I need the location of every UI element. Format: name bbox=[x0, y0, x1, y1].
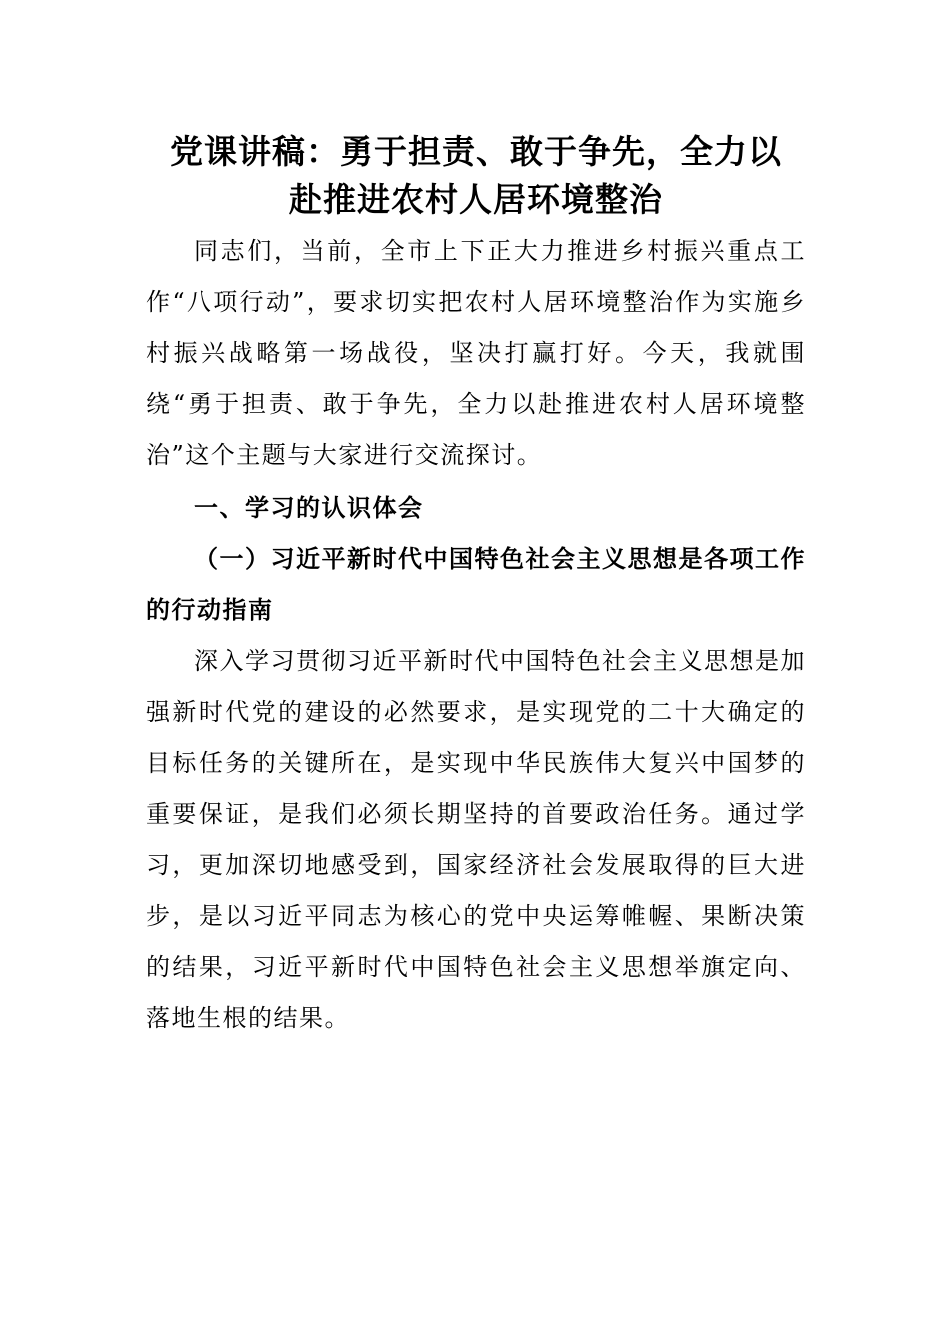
document-title-line-2: 赴推进农村人居环境整治 bbox=[289, 180, 663, 219]
section-heading-1: 一、学习的认识体会 bbox=[194, 494, 424, 522]
document-page bbox=[146, 128, 806, 1044]
subsection-heading-1: （一）习近平新时代中国特色社会主义思想是各项工作的行动指南 bbox=[146, 545, 806, 624]
document-title bbox=[146, 128, 806, 224]
body-paragraph-2: 深入学习贯彻习近平新时代中国特色社会主义思想是加强新时代党的建设的必然要求，是实现党的二十大确定的目标任务的关键所在，是实现中华民族伟大复兴中国梦的重要保证，是我们必须长期坚持的首要政治任务。通过学习，更加深切地感受到，国家经济社会发展取得的巨大进步，是以习近平同志为核心的党中央运筹帷幄、果断决策的结果，习近平新时代中国特色社会主义思想举旗定向、落地生根的结果。 bbox=[146, 647, 806, 1032]
document-title-line-1: 党课讲稿：勇于担责、敢于争先，全力以 bbox=[170, 132, 782, 171]
intro-paragraph: 同志们，当前，全市上下正大力推进乡村振兴重点工作“八项行动”，要求切实把农村人居环境整治作为实施乡村振兴战略第一场战役，坚决打赢打好。今天，我就围绕“勇于担责、敢于争先，全力以赴推进农村人居环境整治”这个主题与大家进行交流探讨。 bbox=[146, 237, 806, 469]
